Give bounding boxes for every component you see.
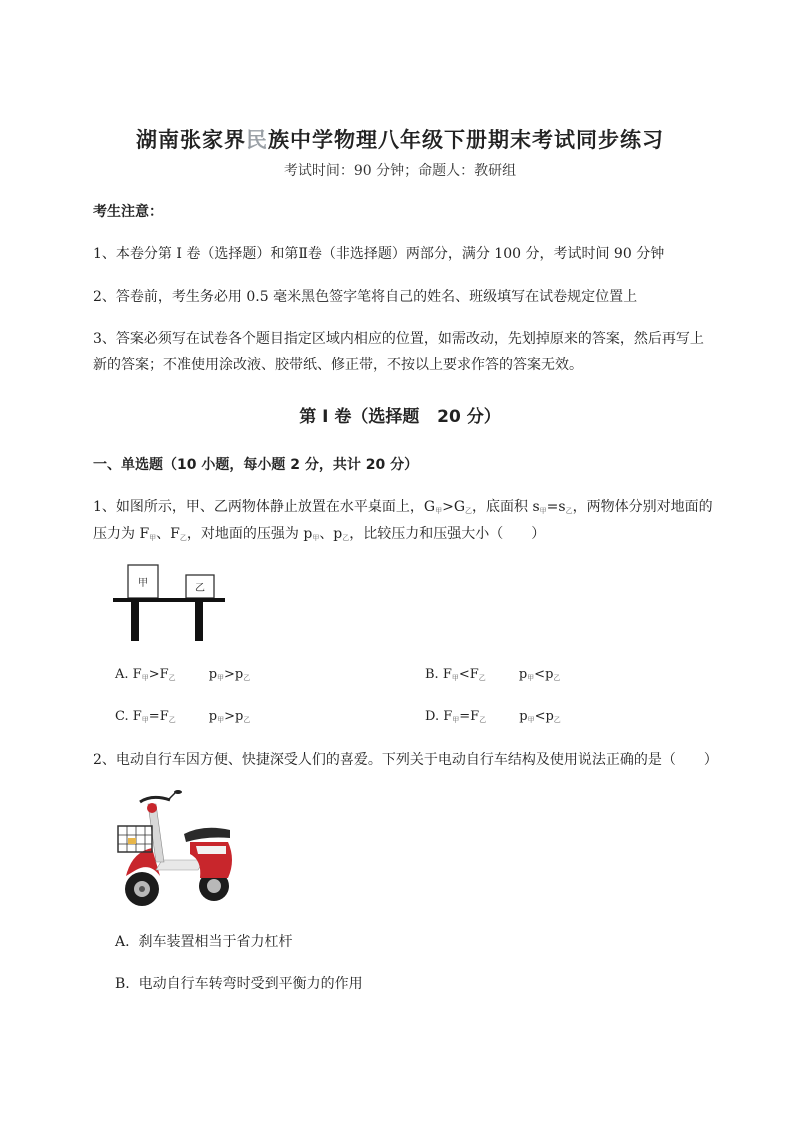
notice-item-1: 1、本卷分第 I 卷（选择题）和第Ⅱ卷（非选择题）两部分，满分 100 分，考试时间 90 分钟 [93,246,665,262]
page-title: 湖南张家界民族中学物理八年级下册期末考试同步练习 [136,128,664,152]
q2-scooter-image [112,790,242,912]
q2-option-a[interactable]: A. 刹车装置相当于省力杠杆 [115,934,293,950]
q1-option-a[interactable]: A. $F_甲>F_乙$ $p_甲>p_乙$ [115,667,251,682]
notice-heading: 考生注意： [93,204,163,220]
q2-option-b[interactable]: B. 电动自行车转弯时受到平衡力的作用 [115,976,363,992]
q1-option-b[interactable]: B. $F_甲<F_乙$ $p_甲<p_乙$ [425,667,561,682]
notice-item-2: 2、答卷前，考生务必用 0.5 毫米黑色签字笔将自己的姓名、班级填写在试卷规定位置上 [93,289,638,305]
exam-info: 考试时间：90 分钟；命题人：教研组 [283,163,517,179]
block-yi-label: 乙 [195,583,205,594]
notice-item-3: 3、答案必须写在试卷各个题目指定区域内相应的位置，如需改动，先划掉原来的答案，然后再写上新的答案；不准使用涂改液、胶带纸、修正带，不按以上要求作答的答案无效。 [93,331,704,373]
q2-stem: 2、电动自行车因方便、快捷深受人们的喜爱。下列关于电动自行车结构及使用说法正确的是（ ） [93,752,718,768]
handlebar [140,797,170,802]
q1-option-d[interactable]: D. $F_甲=F_乙$ $p_甲<p_乙$ [425,709,561,724]
q1-stem-line2: 压力为 $F_甲$、$F_乙$，对地面的压强为 $p_甲$、$p_乙$，比较压力和压强大小（ ） [93,526,546,542]
part-title: 一、单选题（10 小题，每小题 2 分，共计 20 分） [93,457,419,473]
tabletop [113,598,225,602]
q1-option-c[interactable]: C. $F_甲=F_乙$ $p_甲>p_乙$ [115,709,251,724]
table-leg-left [131,602,139,641]
title-highlight-char: 民 [246,128,268,152]
q1-table-figure [110,560,230,644]
table-leg-right [195,602,203,641]
q1-stem-line1: 1、如图所示，甲、乙两物体静止放置在水平桌面上，$G_甲>G_乙$，底面积 $s_甲=s_乙$，两物体分别对地面的 [93,499,713,515]
block-jia-label: 甲 [138,578,148,589]
rear-rim [207,879,221,893]
seat [184,828,230,842]
section-title: 第 I 卷（选择题 20 分） [299,407,501,427]
